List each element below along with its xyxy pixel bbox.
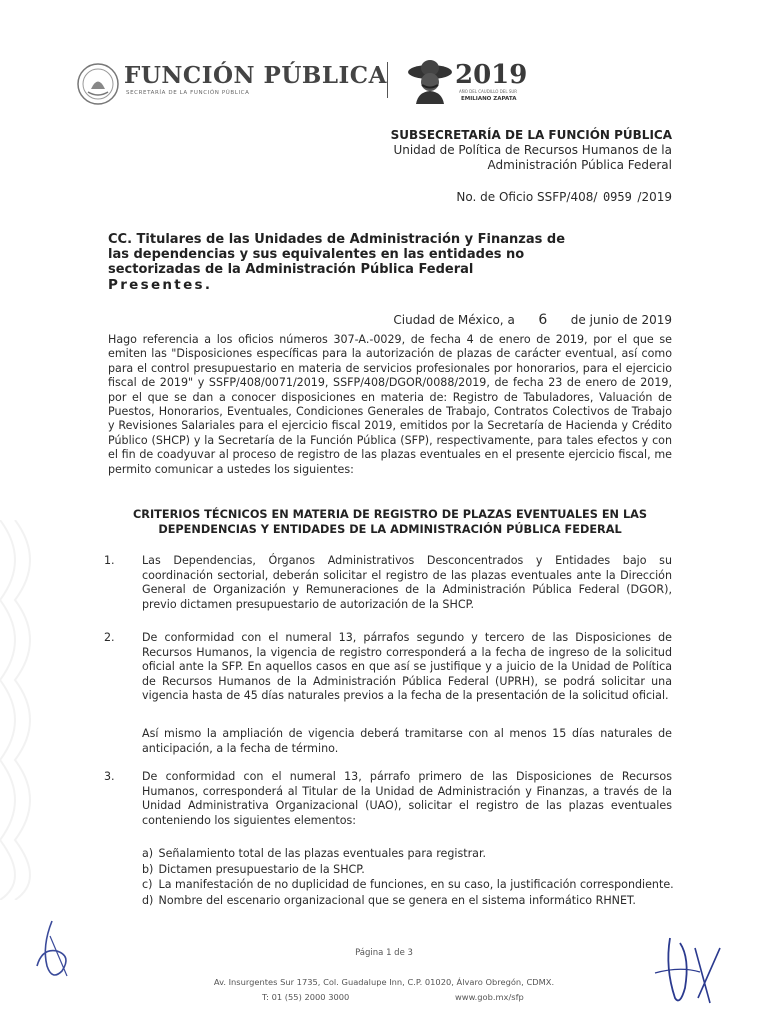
- criteria-item-extra: [108, 727, 672, 756]
- item-number: 3.: [104, 770, 115, 783]
- list-item: [142, 877, 674, 893]
- recipient-presentes: Presentes.: [108, 277, 213, 293]
- item-text: De conformidad con el numeral 13, párrafo primero de las Disposiciones de Recursos Humanos, corresponderá al Titular de la Unidad de Administración y Finanzas, a través de la Unidad Administrativa Organizacional (UAO), solicitar el registro de las plazas eventuales conteniendo los siguientes elementos:: [142, 770, 672, 827]
- criteria-item: [104, 554, 672, 612]
- sender-line-1: SUBSECRETARÍA DE LA FUNCIÓN PÚBLICA: [390, 128, 672, 142]
- date-prefix: Ciudad de México, a: [393, 313, 515, 327]
- item-text: Las Dependencias, Órganos Administrativos Desconcentrados y Entidades bajo su coordinación sectorial, deberán solicitar el registro de las plazas eventuales ante la Dirección General de Organización y Remuneraciones de la Administración Pública Federal (DGOR), previo dictamen presupuestario de autorización de la SHCP.: [142, 554, 672, 611]
- list-item: [142, 846, 674, 862]
- criteria-item: [104, 770, 672, 828]
- item-number: 1.: [104, 554, 115, 567]
- footer-phone: T: 01 (55) 2000 3000: [262, 992, 350, 1002]
- item-number: 2.: [104, 631, 115, 644]
- date-suffix: de junio de 2019: [570, 313, 672, 327]
- year-subtitle: AÑO DEL CAUDILLO DEL SUR: [459, 89, 518, 94]
- coat-of-arms-icon: [76, 62, 120, 106]
- watermark-pattern: [0, 520, 50, 900]
- list-text: Dictamen presupuestario de la SHCP.: [158, 862, 365, 876]
- page-number: Página 1 de 3: [355, 948, 413, 958]
- list-item: [142, 893, 674, 909]
- criteria-title: CRITERIOS TÉCNICOS EN MATERIA DE REGISTRO DE PLAZAS EVENTUALES EN LAS DEPENDENCIAS Y ENTIDADES DE LA ADMINISTRACIÓN PÚBLICA FEDERAL: [132, 508, 648, 536]
- year-name: EMILIANO ZAPATA: [461, 96, 517, 102]
- date-day: 6: [538, 312, 548, 328]
- oficio-suffix: /2019: [637, 190, 672, 204]
- handwritten-signature-right: [650, 928, 730, 1008]
- list-letter: d): [142, 893, 154, 907]
- oficio-number: [456, 190, 672, 205]
- list-text: Nombre del escenario organizacional que se genera en el sistema informático RHNET.: [158, 893, 636, 907]
- brand-subtitle: SECRETARÍA DE LA FUNCIÓN PÚBLICA: [126, 90, 250, 96]
- list-letter: b): [142, 862, 154, 876]
- list-letter: c): [142, 878, 153, 891]
- document-date: [393, 312, 672, 328]
- footer-address: Av. Insurgentes Sur 1735, Col. Guadalupe Inn, C.P. 01020, Álvaro Obregón, CDMX.: [213, 977, 555, 987]
- footer-website: www.gob.mx/sfp: [455, 992, 524, 1002]
- year-label: 2019: [455, 60, 528, 90]
- recipient-address: CC. Titulares de las Unidades de Administración y Finanzas de las dependencias y sus equivalentes en las entidades no sectorizadas de la Administración Pública Federal: [108, 232, 566, 277]
- item-text: De conformidad con el numeral 13, párrafos segundo y tercero de las Disposiciones de Recursos Humanos, la vigencia de registro corresponderá a la fecha de ingreso de la solicitud oficial ante la SFP. En aquellos casos en que así se justifique y a juicio de la Unidad de Política de Recursos Humanos de la Administración Pública Federal (UPRH), se podrá solicitar una vigencia hasta de 45 días naturales previos a la fecha de la presentación de la solicitud oficial.: [142, 631, 672, 703]
- list-letter: a): [142, 847, 154, 860]
- sender-line-3: Administración Pública Federal: [487, 158, 672, 172]
- list-item: [142, 862, 674, 878]
- sender-line-2: Unidad de Política de Recursos Humanos de la: [393, 143, 672, 157]
- criteria-item: [104, 631, 672, 704]
- zapata-portrait-icon: [406, 58, 454, 104]
- brand-title: FUNCIÓN PÚBLICA: [124, 62, 387, 89]
- item-extra-text: Así mismo la ampliación de vigencia deberá tramitarse con al menos 15 días naturales de anticipación, a la fecha de término.: [142, 727, 672, 755]
- header-divider: [387, 62, 388, 98]
- list-text: Señalamiento total de las plazas eventuales para registrar.: [158, 847, 487, 860]
- intro-paragraph: Hago referencia a los oficios números 307-A.-0029, de fecha 4 de enero de 2019, por el que se emiten las "Disposiciones específicas para la autorización de plazas de carácter eventual, así como para el control presupuestario en materia de servicios profesionales por honorarios, para el ejercicio fiscal de 2019" y SSFP/408/0071/2019, SSFP/408/DGOR/0088/2019, de fecha 23 de enero de 2019, por el que se dan a conocer disposiciones en materia de: Registro de Tabuladores, Valuación de Puestos, Honorarios, Eventuales, Condiciones Generales de Trabajo, Contratos Colectivos de Trabajo y Revisiones Salariales para el ejercicio fiscal 2019, emitidos por la Secretaría de Hacienda y Crédito Público (SHCP) y la Secretaría de la Función Pública (SFP), respectivamente, para tales efectos y con el fin de coadyuvar al proceso de registro de las plazas eventuales en el presente ejercicio fiscal, me permito comunicar a ustedes los siguientes:: [108, 333, 672, 476]
- elements-list: [142, 846, 674, 908]
- oficio-handwritten-number: 0959: [602, 190, 632, 204]
- oficio-prefix: No. de Oficio SSFP/408/: [456, 190, 598, 204]
- list-text: La manifestación de no duplicidad de funciones, en su caso, la justificación correspondiente.: [158, 878, 674, 891]
